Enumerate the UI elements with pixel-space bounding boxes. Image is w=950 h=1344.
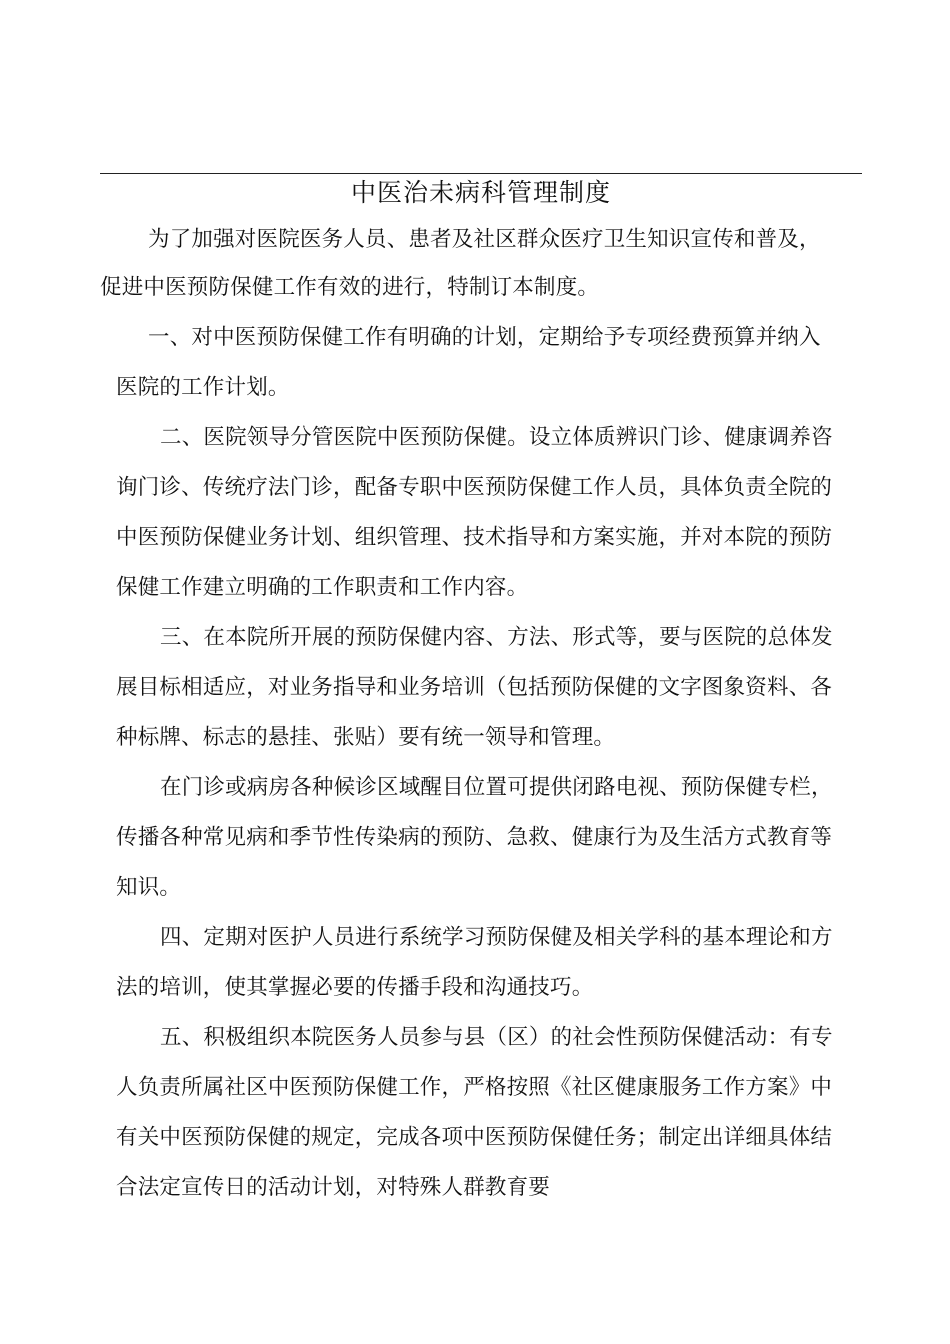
text-line: 医院的工作计划。 bbox=[116, 375, 290, 400]
text-line: 一、对中医预防保健工作有明确的计划，定期给予专项经费预算并纳入 bbox=[148, 325, 821, 350]
text-line: 合法定宣传日的活动计划，对特殊人群教育要 bbox=[116, 1175, 551, 1200]
text-line: 知识。 bbox=[116, 875, 182, 900]
text-line: 四、定期对医护人员进行系统学习预防保健及相关学科的基本理论和方 bbox=[160, 925, 833, 950]
text-line: 种标牌、标志的悬挂、张贴）要有统一领导和管理。 bbox=[116, 725, 616, 750]
text-line: 二、医院领导分管医院中医预防保健。设立体质辨识门诊、健康调养咨 bbox=[160, 425, 833, 450]
text-line: 保健工作建立明确的工作职责和工作内容。 bbox=[116, 575, 529, 600]
text-line: 在门诊或病房各种候诊区域醒目位置可提供闭路电视、预防保健专栏， bbox=[160, 775, 833, 800]
document-title: 中医治未病科管理制度 bbox=[350, 178, 611, 207]
text-line: 五、积极组织本院医务人员参与县（区）的社会性预防保健活动：有专 bbox=[160, 1025, 833, 1050]
text-line: 展目标相适应，对业务指导和业务培训（包括预防保健的文字图象资料、各 bbox=[116, 675, 833, 700]
text-line: 中医预防保健业务计划、组织管理、技术指导和方案实施，并对本院的预防 bbox=[116, 525, 833, 550]
header-rule bbox=[100, 173, 862, 174]
text-line: 法的培训，使其掌握必要的传播手段和沟通技巧。 bbox=[116, 975, 594, 1000]
text-line: 人负责所属社区中医预防保健工作，严格按照《社区健康服务工作方案》中 bbox=[116, 1075, 833, 1100]
text-line: 有关中医预防保健的规定，完成各项中医预防保健任务；制定出详细具体结 bbox=[116, 1125, 833, 1150]
text-line: 促进中医预防保健工作有效的进行，特制订本制度。 bbox=[100, 275, 600, 300]
text-line: 三、在本院所开展的预防保健内容、方法、形式等，要与医院的总体发 bbox=[160, 625, 833, 650]
text-line: 传播各种常见病和季节性传染病的预防、急救、健康行为及生活方式教育等 bbox=[116, 825, 833, 850]
text-line: 询门诊、传统疗法门诊，配备专职中医预防保健工作人员，具体负责全院的 bbox=[116, 475, 833, 500]
text-line: 为了加强对医院医务人员、患者及社区群众医疗卫生知识宣传和普及， bbox=[148, 227, 821, 252]
